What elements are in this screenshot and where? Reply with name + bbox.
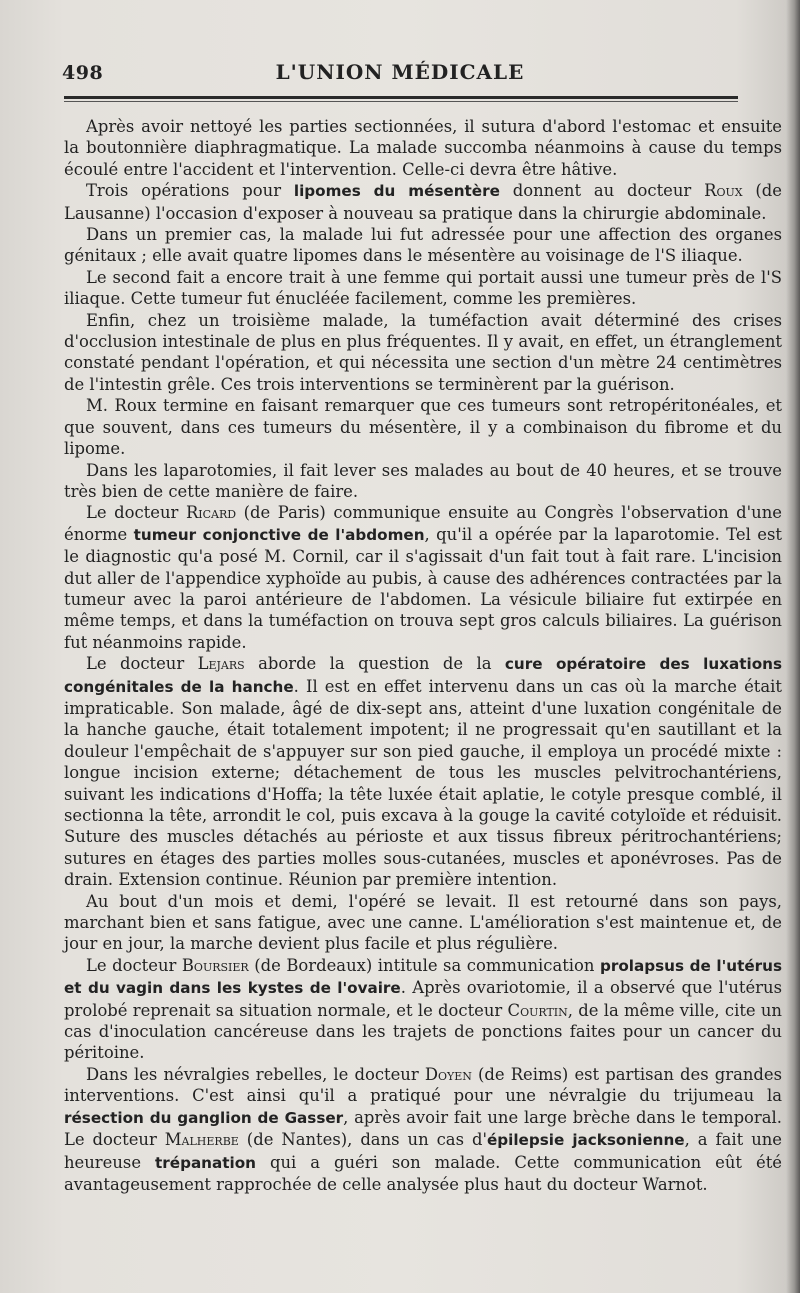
author-name: Ricard (185, 503, 237, 523)
body-text (64, 116, 782, 1195)
page-header (62, 58, 738, 88)
text-run: Le docteur (86, 503, 186, 523)
text-run: , a fait une heureuse (64, 1130, 783, 1172)
paragraph (64, 180, 782, 224)
author-name: Boursier (181, 955, 249, 975)
text-run: . Il est en effet intervenu dans un cas où la marche était impraticable. Son malade, âgé de dix-sept ans, atteint d'une luxation congénitale de la hanche gauche, était totalement impotent; il ne progressait qu'en sautillant et la douleur l'empêchait de s'appuyer sur son pied gauche, il employa un procédé mixte : longue incision externe; détachement de tous les muscles pelvitrochantériens, suivant les indications d'Hoffa; la tête luxée était aplatie, le cotyle presque comblé, il sectionna la tête, arrondit le col, puis excava à la gouge la cavité cotyloïde et réduisit. Suture des muscles détachés au périoste et aux tissus fibreux péritrochantériens; sutures en étages des parties molles sous-cutanées, muscles et aponévroses. Pas de drain. Extension continue. Réunion par première intention. (64, 676, 782, 890)
text-run: aborde la question de la (244, 654, 505, 674)
paragraph (64, 653, 782, 890)
text-run: Dans les névralgies rebelles, le docteur (86, 1064, 425, 1084)
text-run: Enfin, chez un troisième malade, la tuméfaction avait déterminé des crises d'occlusion intestinale de plus en plus fréquentes. Il y avait, en effet, un étranglement constaté pendant l'opération, et qui nécessita une section d'un mètre 24 centimètres de l'intestin grêle. Ces trois interventions se terminèrent par la guérison. (64, 310, 782, 394)
binding-shadow (786, 0, 800, 1293)
text-run: , après avoir fait une large brèche dans le temporal. Le docteur (64, 1107, 782, 1150)
text-run: (de Reims) est partisan des grandes interventions. C'est ainsi qu'il a pratiqué pour une névralgie du trijumeau la (64, 1064, 782, 1106)
author-name: Lejars (197, 654, 245, 674)
text-run: Au bout d'un mois et demi, l'opéré se levait. Il est retourné dans son pays, marchant bien et sans fatigue, avec une canne. L'amélioration s'est maintenue et, de jour en jour, la marche devient plus facile et plus régulière. (64, 891, 782, 954)
paragraph (64, 891, 782, 955)
paragraph (64, 1064, 782, 1195)
bold-term: lipomes du mésentère (293, 182, 500, 201)
text-run: M. Roux termine en faisant remarquer que ces tumeurs sont retropéritonéales, et que souvent, dans ces tumeurs du mésentère, il y a combinaison du fibrome et du lipome. (64, 396, 782, 459)
author-name: Doyen (424, 1064, 472, 1084)
bold-term: résection du ganglion de Gasser (64, 1108, 344, 1127)
text-run: . Après ovariotomie, il a observé que l'utérus prolobé reprenait sa situation normale, et le docteur (64, 978, 782, 1020)
paragraph (64, 267, 782, 310)
bold-term: tumeur conjonctive de l'abdomen (133, 525, 425, 544)
paragraph (64, 460, 782, 503)
bold-term: épilepsie jacksonienne (486, 1131, 685, 1150)
text-run: Dans un premier cas, la malade lui fut adressée pour une affection des organes génitaux ; elle avait quatre lipomes dans le mésentère au voisinage de l'S iliaque. (64, 225, 782, 266)
paragraph (64, 395, 782, 459)
text-run: Le second fait a encore trait à une femme qui portait aussi une tumeur près de l'S iliaque. Cette tumeur fut énucléée facilement, comme les premières. (64, 267, 782, 309)
author-name: Roux (704, 181, 743, 201)
running-title: L'UNION MÉDICALE (275, 60, 525, 84)
header-rule-thin (64, 101, 738, 102)
paragraph (64, 116, 782, 180)
text-run: qui a guéri son malade. Cette communication eût été avantageusement rapprochée de celle analysée plus haut du docteur Warnot. (64, 1152, 782, 1194)
text-run: , qu'il a opérée par la laparotomie. Tel est le diagnostic qu'a posé M. Cornil, car il s'agissait d'un fait tout à fait rare. L'incision dut aller de l'appendice xyphoïde au pubis, à cause des adhérences contractées par la tumeur avec la paroi antérieure de l'abdomen. La vésicule biliaire fut extirpée en même temps, et dans la tuméfaction on trouva sept gros calculs biliaires. La guérison fut néanmoins rapide. (64, 524, 782, 652)
text-run: Après avoir nettoyé les parties sectionnées, il sutura d'abord l'estomac et ensuite la boutonnière diaphragmatique. La malade succomba néanmoins à cause du temps écoulé entre l'accident et l'intervention. Celle-ci devra être hâtive. (64, 117, 782, 179)
bold-term: trépanation (155, 1153, 256, 1172)
text-run: Trois opérations pour (86, 181, 294, 201)
text-run: Le docteur (86, 955, 182, 975)
text-run: (de Nantes), dans un cas d' (238, 1130, 487, 1150)
paragraph (64, 224, 782, 267)
header-rule (64, 96, 738, 99)
text-run: (de Lausanne) l'occasion d'exposer à nouveau sa pratique dans la chirurgie abdominale. (64, 181, 782, 223)
author-name: Malherbe (164, 1130, 239, 1150)
text-run: Le docteur (86, 654, 198, 674)
text-run: donnent au docteur (499, 181, 705, 201)
text-run: (de Paris) communique ensuite au Congrès l'observation d'une énorme (64, 503, 782, 544)
author-name: Courtin (507, 1000, 568, 1020)
page-number: 498 (62, 62, 104, 84)
bold-term: prolapsus de l'utérus et du vagin dans les kystes de l'ovaire (64, 956, 782, 998)
text-run: (de Bordeaux) intitule sa communication (248, 955, 601, 975)
bold-term: cure opératoire des luxations congénitales de la hanche (64, 655, 782, 696)
paragraph (64, 955, 782, 1064)
text-run: Dans les laparotomies, il fait lever ses malades au bout de 40 heures, et se trouve très bien de cette manière de faire. (64, 460, 782, 501)
text-run: , de la même ville, cite un cas d'inoculation cancéreuse dans les trajets de ponctions faites pour un cancer du péritoine. (64, 1000, 782, 1063)
paragraph (64, 502, 782, 653)
paragraph (64, 310, 782, 396)
